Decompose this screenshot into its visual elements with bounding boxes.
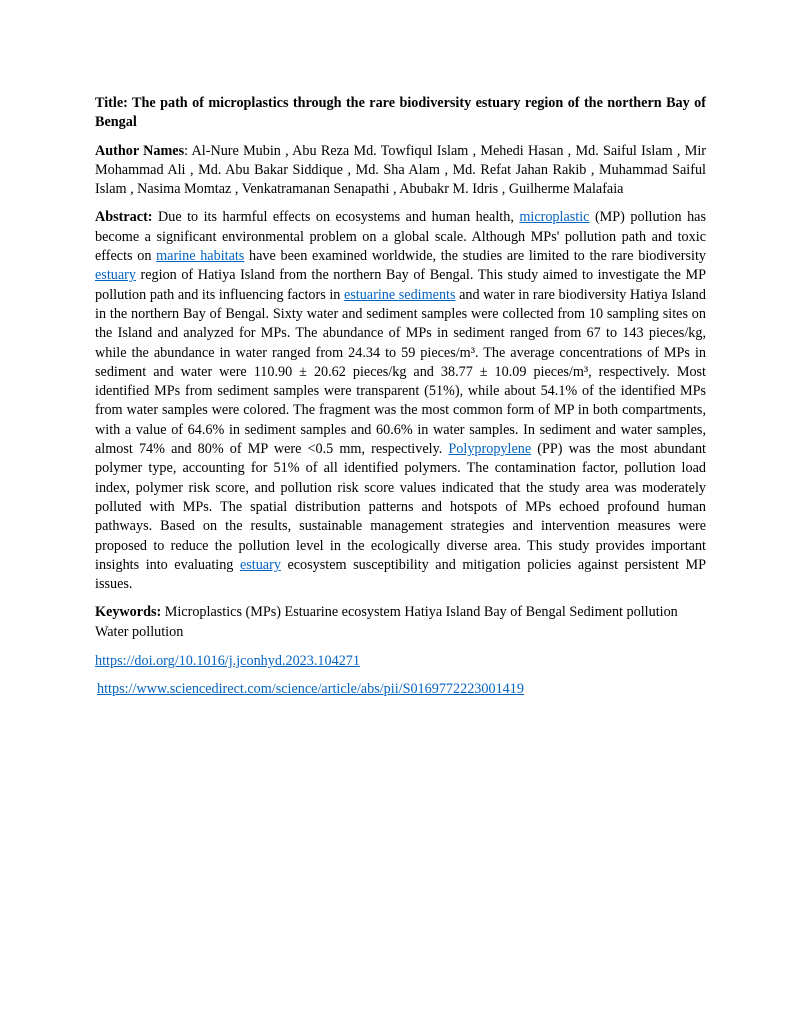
abstract-text-4: region of Hatiya Island from the northern Bay of Bengal. This study aimed to investigate the MP pollution path and its influencing factors in [95,267,706,303]
abstract-text-7: ecosystem susceptibility and mitigation policies against persistent MP issues. [95,556,707,593]
reference-links [95,652,706,700]
abstract-paragraph [95,208,706,594]
polypropylene-link[interactable]: Polypropylene [448,441,532,458]
keywords-list: Microplastics (MPs) Estuarine ecosystem Hatiya Island Bay of Bengal Sediment pollution Water pollution [95,604,678,640]
author-names: : Al-Nure Mubin , Abu Reza Md. Towfiqul Islam , Mehedi Hasan , Md. Saiful Islam , Mir Mohammad Ali , Md. Abu Bakar Siddique , Md. Sha Alam , Md. Refat Jahan Rakib , Muhammad Saiful Islam , Nasima Momtaz , Venkatramanan Senapathi , Abubakr M. Idris , Guilherme Malafaia [95,142,706,198]
keywords-label: Keywords: [95,604,162,621]
title-label: Title: [95,95,128,111]
estuarine-sediments-link[interactable]: estuarine sediments [343,286,456,303]
document-page [95,94,706,709]
abstract-text-2: (MP) pollution has become a significant environmental problem on a global scale. Although MPs' pollution path and toxic effects on [95,209,706,265]
keywords-paragraph [95,603,706,642]
marine-habitats-link[interactable]: marine habitats [156,248,245,265]
authors-paragraph [95,142,706,200]
paper-title: The path of microplastics through the rare biodiversity estuary region of the northern Bay of Bengal [95,95,706,131]
abstract-text-5: and water in rare biodiversity Hatiya Island in the northern Bay of Bengal. Sixty water and sediment samples were collected from 10 sampling sites on the Island and analyzed for MPs. The abundance of MPs in sediment ranged from 67 to 143 pieces/kg, while the abundance in water ranged from 24.34 to 59 pieces/m³. The average concentrations of MPs in sediment and water were 110.90 ± 20.62 pieces/kg and 38.77 ± 10.09 pieces/m³, respectively. Most identified MPs from sediment samples were transparent (51%), while about 54.1% of the identified MPs from water samples were colored. The fragment was the most common form of MP in both compartments, with a value of 64.6% in sediment samples and 60.6% in water samples. In sediment and water samples, almost 74% and 80% of MP were <0.5 mm, respectively. [95,286,706,458]
title-paragraph [95,94,706,133]
sciencedirect-link[interactable]: https://www.sciencedirect.com/science/article/abs/pii/S0169772223001419 [97,681,524,698]
estuary-link[interactable]: estuary [95,267,136,284]
microplastic-link[interactable]: microplastic [519,209,590,226]
abstract-text-1: Due to its harmful effects on ecosystems and human health, [152,209,520,226]
estuary-link-2[interactable]: estuary [239,556,281,573]
abstract-text-6: (PP) was the most abundant polymer type, accounting for 51% of all identified polymers. The contamination factor, pollution load index, polymer risk score, and pollution risk score values indicated that the study area was moderately polluted with MPs. The spatial distribution patterns and hotspots of MPs echoed profound human pathways. Based on the results, sustainable management strategies and intervention measures were proposed to reduce the pollution level in the ecologically diverse area. This study provides important insights into evaluating [95,441,706,573]
authors-label: Author Names [95,142,185,159]
abstract-text-3: have been examined worldwide, the studies are limited to the rare biodiversity [244,248,707,265]
abstract-label: Abstract: [95,209,153,226]
doi-link[interactable]: https://doi.org/10.1016/j.jconhyd.2023.104271 [95,653,360,670]
